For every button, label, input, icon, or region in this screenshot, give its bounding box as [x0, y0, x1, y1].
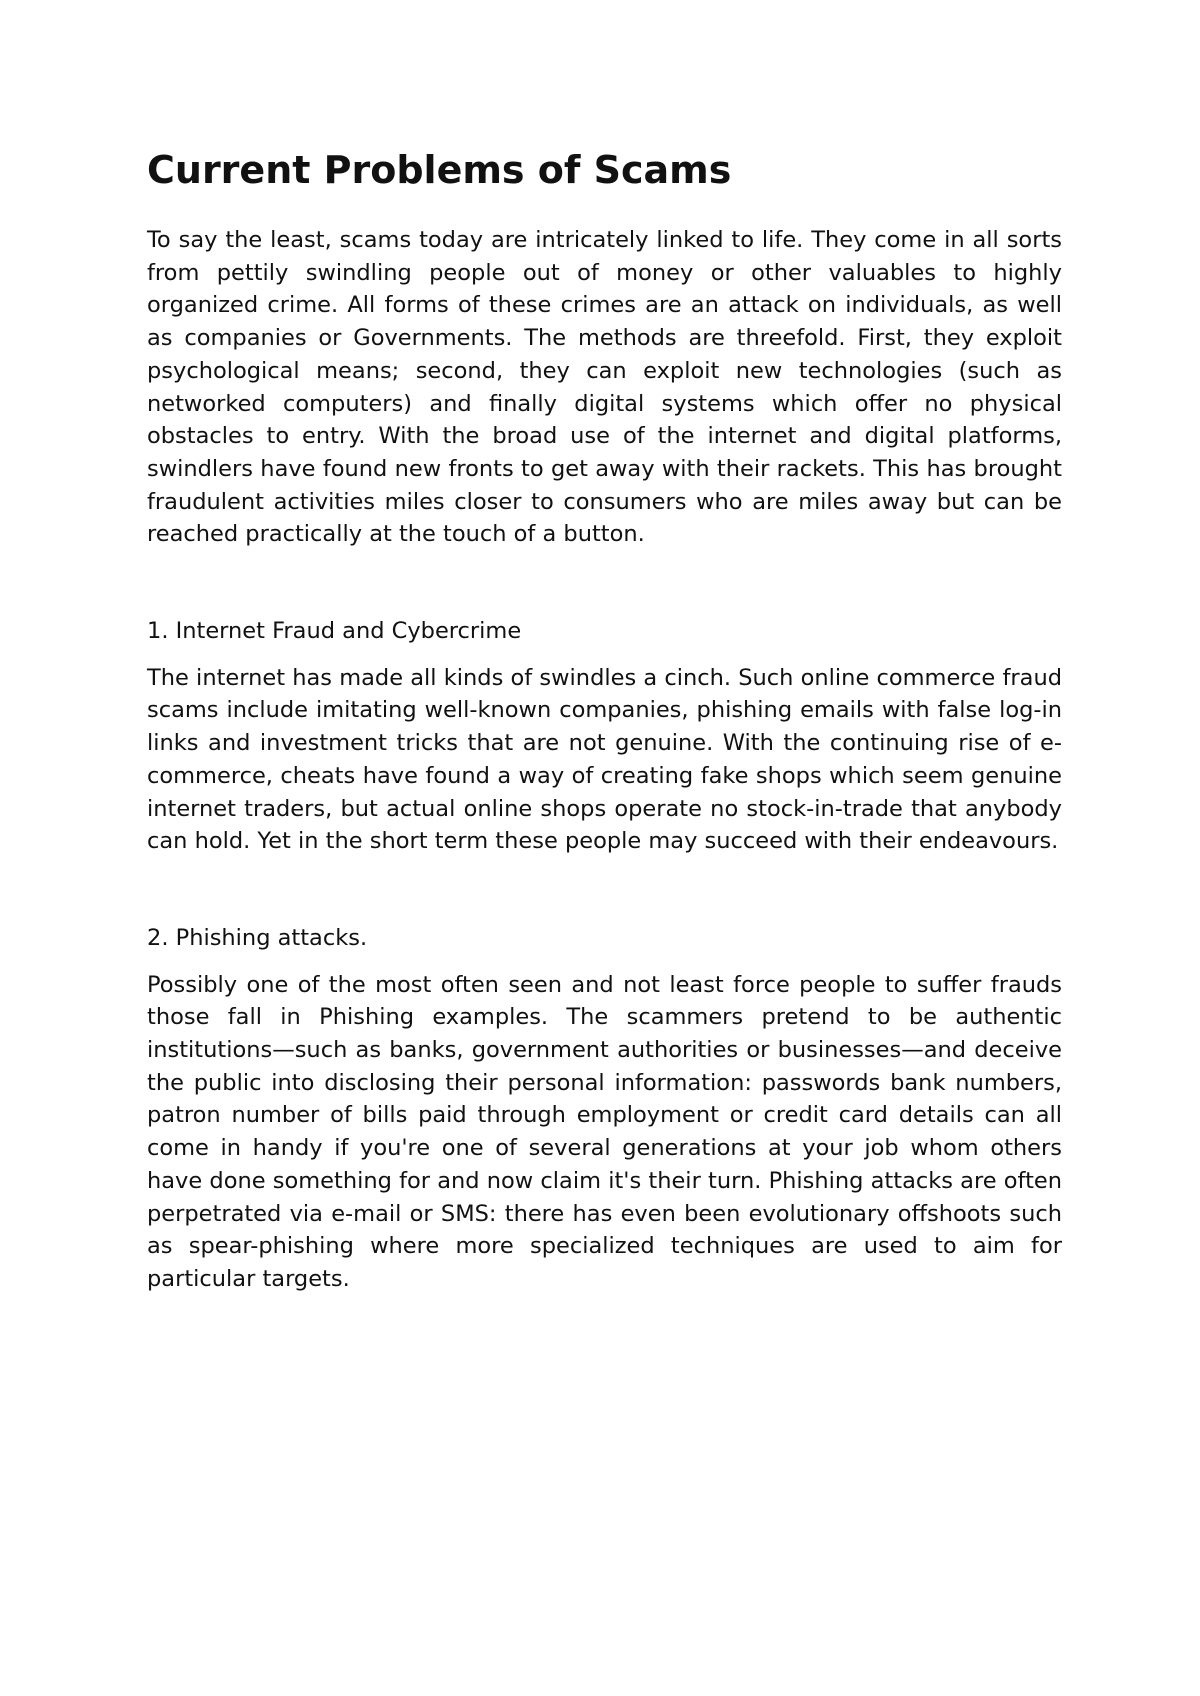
page-title: Current Problems of Scams	[147, 148, 732, 192]
section-body-internet-fraud: The internet has made all kinds of swindles a cinch. Such online commerce fraud scams include imitating well-known companies, phishing emails with false log-in links and investment tricks that are not genuine. With the continuing rise of e-commerce, cheats have found a way of creating fake shops which seem genuine internet traders, but actual online shops operate no stock-in-trade that anybody can hold. Yet in the short term these people may succeed with their endeavours.	[147, 664, 1062, 855]
intro-paragraph: To say the least, scams today are intricately linked to life. They come in all sorts from pettily swindling people out of money or other valuables to highly organized crime. All forms of these crimes are an attack on individuals, as well as companies or Governments. The methods are threefold. First, they exploit psychological means; second, they can exploit new technologies (such as networked computers) and finally digital systems which offer no physical obstacles to entry. With the broad use of the internet and digital platforms, swindlers have found new fronts to get away with their rackets. This has brought fraudulent activities miles closer to consumers who are miles away but can be reached practically at the touch of a button.	[147, 227, 1062, 548]
heading-spacer	[147, 648, 1062, 662]
section-heading-internet-fraud: 1. Internet Fraud and Cybercrime	[147, 618, 522, 645]
section-heading-phishing: 2. Phishing attacks.	[147, 924, 368, 951]
document-content	[147, 140, 1062, 1296]
section-body-phishing: Possibly one of the most often seen and not least force people to suffer frauds those fall in Phishing examples. The scammers pretend to be authentic institutions—such as banks, government authorities or businesses—and deceive the public into disclosing their personal information: passwords bank numbers, patron number of bills paid through employment or credit card details can all come in handy if you're one of several generations at your job whom others have done something for and now claim it's their turn. Phishing attacks are often perpetrated via e-mail or SMS: there has even been evolutionary offshoots such as spear-phishing where more specialized techniques are used to aim for particular targets.	[147, 971, 1062, 1292]
section-spacer	[147, 858, 1062, 922]
section-spacer	[147, 551, 1062, 615]
heading-spacer	[147, 955, 1062, 969]
